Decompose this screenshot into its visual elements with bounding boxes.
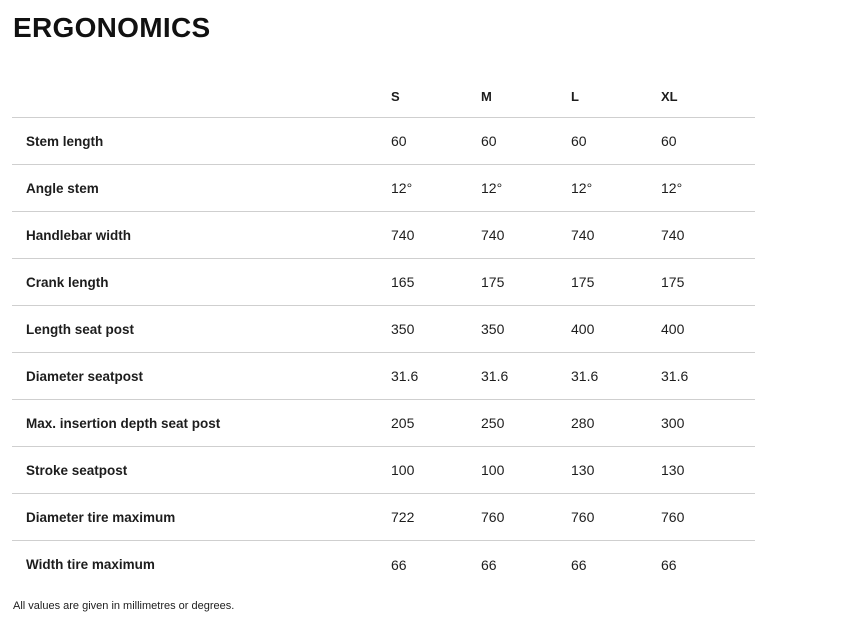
row-label: Diameter tire maximum [26,509,176,525]
value-cell: 250 [481,415,505,431]
value-cell: 740 [661,227,685,243]
value-cell: 60 [661,133,677,149]
value-cell: 31.6 [571,368,599,384]
value-cell: 60 [571,133,587,149]
value-cell: 280 [571,415,595,431]
value-cell: 60 [481,133,497,149]
value-cell: 31.6 [481,368,509,384]
value-cell: 350 [481,321,505,337]
table-row [12,259,755,306]
row-label: Stroke seatpost [26,462,128,478]
value-cell: 130 [661,462,685,478]
value-cell: 205 [391,415,415,431]
row-label: Max. insertion depth seat post [26,415,221,431]
column-header-m: M [481,89,492,104]
value-cell: 100 [391,462,415,478]
value-cell: 165 [391,274,415,290]
table-row [12,118,755,165]
value-cell: 175 [571,274,595,290]
value-cell: 722 [391,509,415,525]
value-cell: 66 [661,556,677,573]
value-cell: 175 [661,274,685,290]
value-cell: 400 [571,321,595,337]
value-cell: 400 [661,321,685,337]
value-cell: 130 [571,462,595,478]
table-row [12,353,755,400]
table-body [12,118,755,588]
table-row [12,494,755,541]
value-cell: 760 [571,509,595,525]
row-label: Width tire maximum [26,557,155,572]
value-cell: 760 [481,509,505,525]
column-header-xl: XL [661,89,678,104]
value-cell: 740 [391,227,415,243]
value-cell: 740 [571,227,595,243]
value-cell: 760 [661,509,685,525]
value-cell: 300 [661,415,685,431]
row-label: Crank length [26,274,109,290]
table-row [12,212,755,259]
value-cell: 66 [481,556,497,573]
row-label: Angle stem [26,180,99,196]
table-header-row [12,44,755,118]
value-cell: 66 [391,556,407,573]
value-cell: 12° [661,180,683,196]
value-cell: 100 [481,462,505,478]
value-cell: 12° [571,180,593,196]
table-row [12,306,755,353]
value-cell: 66 [571,556,587,573]
value-cell: 740 [481,227,505,243]
value-cell: 175 [481,274,505,290]
value-cell: 350 [391,321,415,337]
units-footnote: All values are given in millimetres or degrees. [13,600,235,612]
value-cell: 12° [391,180,413,196]
table-row [12,400,755,447]
table-row [12,165,755,212]
row-label: Length seat post [26,321,135,337]
column-header-l: L [571,89,579,104]
row-label: Handlebar width [26,227,132,243]
value-cell: 60 [391,133,407,149]
column-header-s: S [391,89,400,104]
value-cell: 31.6 [661,368,689,384]
value-cell: 12° [481,180,503,196]
ergonomics-table [12,44,755,588]
table-row [12,447,755,494]
table-row [12,541,755,588]
row-label: Stem length [26,133,104,149]
row-label: Diameter seatpost [26,368,144,384]
page-title: ERGONOMICS [13,12,211,43]
value-cell: 31.6 [391,368,419,384]
